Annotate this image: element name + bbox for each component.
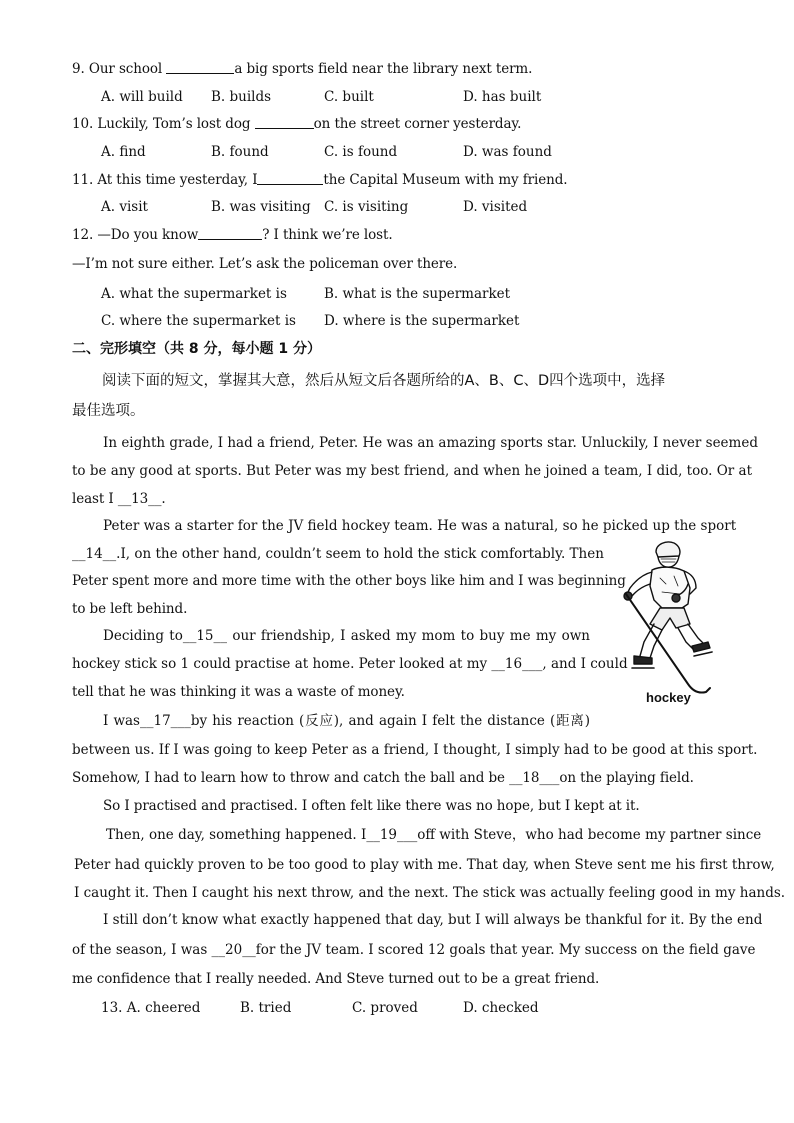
passage-line: to be left behind.: [72, 601, 188, 617]
passage-line: to be any good at sports. But Peter was my best friend, and when he joined a team, I did, too. Or at: [72, 463, 752, 479]
passage-line: In eighth grade, I had a friend, Peter. He was an amazing sports star. Unluckily, I never seemed: [103, 435, 758, 451]
question-12-stem-start: 12. —Do you know: [72, 227, 199, 243]
question-9-stem-start: 9. Our school: [72, 61, 163, 77]
question-9-stem-end: a big sports field near the library next term.: [234, 61, 533, 77]
passage-line: tell that he was thinking it was a waste of money.: [72, 684, 405, 700]
question-12-stem-end: ? I think we’re lost.: [262, 227, 393, 243]
q9-option-c[interactable]: C. built: [324, 89, 374, 105]
figure-caption: hockey: [646, 690, 691, 705]
passage-line: I still don’t know what exactly happened that day, but I will always be thankful for it. By the end: [103, 912, 763, 928]
passage-line: Then, one day, something happened. I__19___off with Steve，who had become my partner since: [106, 827, 762, 843]
passage-line: between us. If I was going to keep Peter as a friend, I thought, I simply had to be good at this sport.: [72, 742, 758, 758]
q11-option-a[interactable]: A. visit: [101, 199, 148, 215]
section-instructions-line-2: 最佳选项。: [72, 403, 145, 419]
question-10-stem-end: on the street corner yesterday.: [313, 116, 522, 132]
answer-blank[interactable]: [198, 226, 262, 240]
q9-option-a[interactable]: A. will build: [101, 89, 183, 105]
section-heading: 二、完形填空（共 8 分，每小题 1 分）: [72, 341, 321, 357]
question-10-stem-start: 10. Luckily, Tom’s lost dog: [72, 116, 251, 132]
q10-option-a[interactable]: A. find: [101, 144, 146, 160]
passage-line: So I practised and practised. I often felt like there was no hope, but I kept at it.: [103, 798, 640, 814]
q13-option-a[interactable]: 13. A. cheered: [101, 1000, 201, 1016]
question-11-stem-start: 11. At this time yesterday, I: [72, 172, 258, 188]
hockey-player-illustration: [604, 538, 722, 710]
answer-blank[interactable]: [166, 60, 234, 74]
q11-option-c[interactable]: C. is visiting: [324, 199, 409, 215]
q11-option-d[interactable]: D. visited: [463, 199, 528, 215]
q10-option-c[interactable]: C. is found: [324, 144, 398, 160]
question-10-stem: [72, 115, 521, 133]
q9-option-d[interactable]: D. has built: [463, 89, 542, 105]
question-12-stem: [72, 226, 393, 244]
question-9-stem: [72, 60, 532, 78]
passage-line: Deciding to__15__ our friendship, I asked my mom to buy me my own: [103, 628, 590, 644]
passage-line: least I __13__.: [72, 491, 166, 507]
passage-line: of the season, I was __20__for the JV team. I scored 12 goals that year. My success on the field gave: [72, 942, 756, 958]
passage-line: I caught it. Then I caught his next throw, and the next. The stick was actually feeling good in my hands.: [74, 885, 786, 901]
q9-option-b[interactable]: B. builds: [211, 89, 272, 105]
q13-option-c[interactable]: C. proved: [352, 1000, 418, 1016]
q13-option-b[interactable]: B. tried: [240, 1000, 292, 1016]
passage-line: Peter was a starter for the JV field hockey team. He was a natural, so he picked up the sport: [103, 518, 737, 534]
section-instructions-line-1: 阅读下面的短文，掌握其大意，然后从短文后各题所给的A、B、C、D四个选项中，选择: [102, 373, 666, 389]
passage-line: Somehow, I had to learn how to throw and catch the ball and be __18___on the playing field.: [72, 770, 694, 786]
q13-option-d[interactable]: D. checked: [463, 1000, 539, 1016]
passage-line: me confidence that I really needed. And Steve turned out to be a great friend.: [72, 971, 600, 987]
question-11-stem-end: the Capital Museum with my friend.: [323, 172, 568, 188]
q12-option-d[interactable]: D. where is the supermarket: [324, 313, 520, 329]
q12-option-a[interactable]: A. what the supermarket is: [101, 286, 287, 302]
question-12-reply: —I’m not sure either. Let’s ask the policeman over there.: [72, 256, 458, 272]
passage-line: hockey stick so 1 could practise at home. Peter looked at my __16___, and I could: [72, 656, 628, 672]
q10-option-d[interactable]: D. was found: [463, 144, 552, 160]
q12-option-c[interactable]: C. where the supermarket is: [101, 313, 296, 329]
q11-option-b[interactable]: B. was visiting: [211, 199, 311, 215]
passage-line: I was__17___by his reaction (反应), and again I felt the distance (距离): [103, 713, 590, 729]
question-11-stem: [72, 171, 567, 189]
answer-blank[interactable]: [257, 171, 323, 185]
passage-line: Peter spent more and more time with the other boys like him and I was beginning: [72, 573, 626, 589]
q12-option-b[interactable]: B. what is the supermarket: [324, 286, 511, 302]
passage-line: Peter had quickly proven to be too good to play with me. That day, when Steve sent me his first throw,: [74, 857, 775, 873]
passage-line: __14__.I, on the other hand, couldn’t seem to hold the stick comfortably. Then: [72, 546, 604, 562]
q10-option-b[interactable]: B. found: [211, 144, 269, 160]
answer-blank[interactable]: [255, 115, 314, 129]
